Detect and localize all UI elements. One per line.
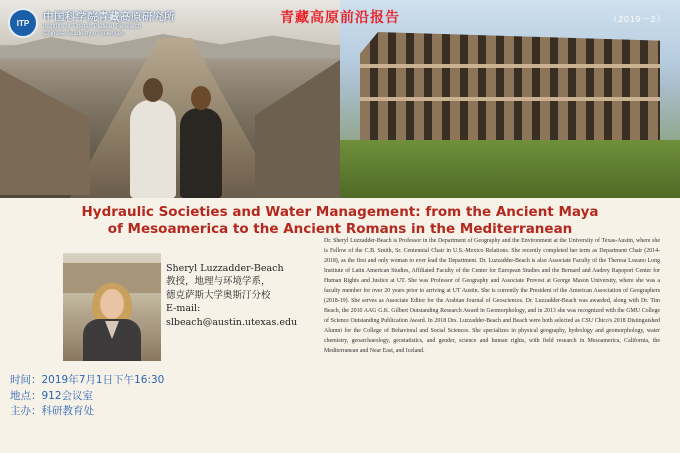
institute-logo: ITP	[8, 8, 38, 38]
speaker-info	[166, 262, 297, 329]
institute-header	[8, 8, 175, 38]
institute-name-en: Institute of Tibetan Plateau Research	[43, 23, 142, 30]
event-host: 主办：科研教育处	[10, 405, 94, 417]
event-time: 时间：2019年7月1日下午16:30	[10, 374, 165, 386]
speaker-university: 德克萨斯大学奥斯汀分校	[166, 289, 271, 301]
report-series-title: 青藏高原前沿报告	[280, 10, 400, 26]
colosseum-photo	[340, 0, 680, 198]
talk-title	[0, 204, 680, 238]
institute-name-cn: 中国科学院青藏高原研究所	[43, 10, 175, 23]
issue-number: （2019－2）	[608, 14, 666, 24]
institute-name-en-2: Chinese Academy of Sciences	[43, 30, 125, 37]
speaker-bio: Dr. Sheryl Luzzadder-Beach is Professor in the Department of Geography and the Environment at the University of Texas-Austin, where she is Fellow of the C.B. Smith, Sr. Centennial Chair in U.S.-Mexico Relations. She recently completed her term as Department Chair (2014-2018), as the first and only woman to ever lead the Department. Dr. Luzzadder-Beach is also Associate Faculty of the Theresa Lozano Long Institute of Latin American Studies, Affiliated Faculty of the Center for European Studies and the Bernard and Audrey Rapoport Center for Human Rights and Justice at UT. She was Professor of Geography and Associate Provost at George Mason University, where she was a faculty member for over 20 years prior to arriving at UT Austin. She is currently the President of the American Association of Geographers (2018-19). She serves as Associate Editor for the Arabian Journal of Geosciences. Dr. Luzzadder-Beach was awarded, along with Dr. Tim Beach, the 2010 AAG G.K. Gilbert Outstanding Research Award in Geomorphology, and in 2013 she was recognized with the GMU College of Science Outstanding Publication Award. In 2018 Drs. Luzzadder-Beach and Beach were both selected as CSU Chico's 2018 Distinguished Alumni for the College of Behavioral and Social Sciences. She specializes in physical geography, hydrology and geomorphology, water chemistry, geoarchaeology, geostatistics, and gender, science and human rights, with field research in Mesoamerica, California, the Mediterranean and Near East, and Iceland.	[324, 238, 660, 354]
person-figure	[180, 108, 222, 198]
email-address: slbeach@austin.utexas.edu	[166, 316, 298, 328]
talk-title-line-2: of Mesoamerica to the Ancient Romans in the Mediterranean	[107, 221, 573, 237]
speaker-name: Sheryl Luzzadder-Beach	[166, 263, 284, 274]
event-details	[10, 373, 164, 420]
speaker-portrait	[63, 253, 161, 361]
person-figure	[130, 100, 176, 198]
banner	[0, 0, 680, 198]
speaker-affiliation: 教授，地理与环境学系，	[166, 276, 271, 288]
email-label: E-mail:	[166, 303, 201, 315]
event-place: 地点：912会议室	[10, 389, 94, 402]
talk-title-line-1: Hydraulic Societies and Water Management: from the Ancient Maya	[81, 204, 599, 220]
